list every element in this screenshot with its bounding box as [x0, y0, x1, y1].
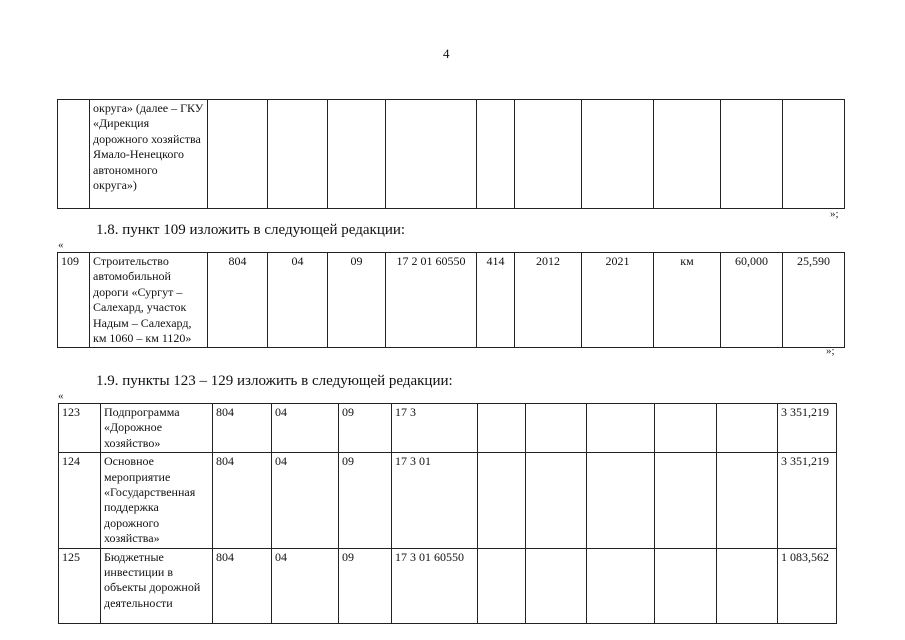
table-cell: 2021	[582, 253, 654, 348]
section-heading: 1.8. пункт 109 изложить в следующей редакции:	[96, 222, 406, 238]
table-cell: 04	[272, 404, 339, 453]
table-cell: 17 3 01	[392, 453, 478, 548]
table-cell: 60,000	[721, 253, 783, 348]
table-cell: 3 351,219	[778, 404, 837, 453]
table-cell: 25,590	[783, 253, 845, 348]
table-cell: 124	[59, 453, 101, 548]
table-cell: 804	[213, 453, 272, 548]
table-cell	[478, 404, 526, 453]
table-cell	[655, 548, 717, 623]
table-row	[59, 548, 837, 623]
table-cell	[268, 100, 328, 209]
table-cell: 04	[268, 253, 328, 348]
table-cell: округа» (далее – ГКУ «Дирекция дорожного хозяйства Ямало-Ненецкого автономного округа»)	[90, 100, 208, 209]
table-cell	[478, 453, 526, 548]
section-heading: 1.9. пункты 123 – 129 изложить в следующей редакции:	[96, 373, 453, 389]
table-cell	[721, 100, 783, 209]
table-cell: 09	[339, 548, 392, 623]
table-cell: 804	[213, 404, 272, 453]
table-cell	[655, 404, 717, 453]
page-number: 4	[443, 46, 450, 61]
table-cell: 414	[477, 253, 515, 348]
continuation-table	[57, 99, 845, 209]
table-cell: 04	[272, 453, 339, 548]
table-cell	[654, 100, 721, 209]
table-row	[59, 453, 837, 548]
table-cell	[526, 404, 587, 453]
table-cell: 123	[59, 404, 101, 453]
opening-quote: «	[58, 390, 64, 402]
closing-quote: »;	[830, 208, 839, 220]
table-cell: 09	[339, 453, 392, 548]
table-cell	[526, 453, 587, 548]
table-cell: км	[654, 253, 721, 348]
table-cell	[208, 100, 268, 209]
table-cell: 804	[208, 253, 268, 348]
table-cell: 09	[328, 253, 386, 348]
table-cell	[526, 548, 587, 623]
table-row	[58, 253, 845, 348]
table-cell: 125	[59, 548, 101, 623]
table-cell	[717, 453, 778, 548]
table-cell: Строительство автомобильной дороги «Сургут – Салехард, участок Надым – Салехард, км 1060 – км 1120»	[90, 253, 208, 348]
table-cell: 17 2 01 60550	[386, 253, 477, 348]
table-cell: Основное мероприятие «Государственная поддержка дорожного хозяйства»	[101, 453, 213, 548]
table-cell	[582, 100, 654, 209]
table-item-109	[57, 252, 845, 348]
table-cell: 09	[339, 404, 392, 453]
table-cell	[58, 100, 90, 209]
table-cell: 3 351,219	[778, 453, 837, 548]
closing-quote: »;	[826, 345, 835, 357]
table-cell: 17 3	[392, 404, 478, 453]
table-cell: Бюджетные инвестиции в объекты дорожной деятельности	[101, 548, 213, 623]
table-cell: 04	[272, 548, 339, 623]
table-cell	[783, 100, 845, 209]
table-cell	[477, 100, 515, 209]
table-cell	[478, 548, 526, 623]
table-cell	[587, 404, 655, 453]
table-cell	[655, 453, 717, 548]
table-cell: 2012	[515, 253, 582, 348]
table-cell	[717, 548, 778, 623]
table-row	[59, 404, 837, 453]
table-cell: 1 083,562	[778, 548, 837, 623]
table-cell	[587, 453, 655, 548]
table-cell	[515, 100, 582, 209]
table-cell: 17 3 01 60550	[392, 548, 478, 623]
table-cell	[717, 404, 778, 453]
table-cell	[328, 100, 386, 209]
table-cell: 109	[58, 253, 90, 348]
table-cell: 804	[213, 548, 272, 623]
table-cell	[587, 548, 655, 623]
table-row	[58, 100, 845, 209]
opening-quote: «	[58, 239, 64, 251]
table-cell	[386, 100, 477, 209]
table-items-123-125	[58, 403, 837, 624]
table-cell: Подпрограмма «Дорожное хозяйство»	[101, 404, 213, 453]
